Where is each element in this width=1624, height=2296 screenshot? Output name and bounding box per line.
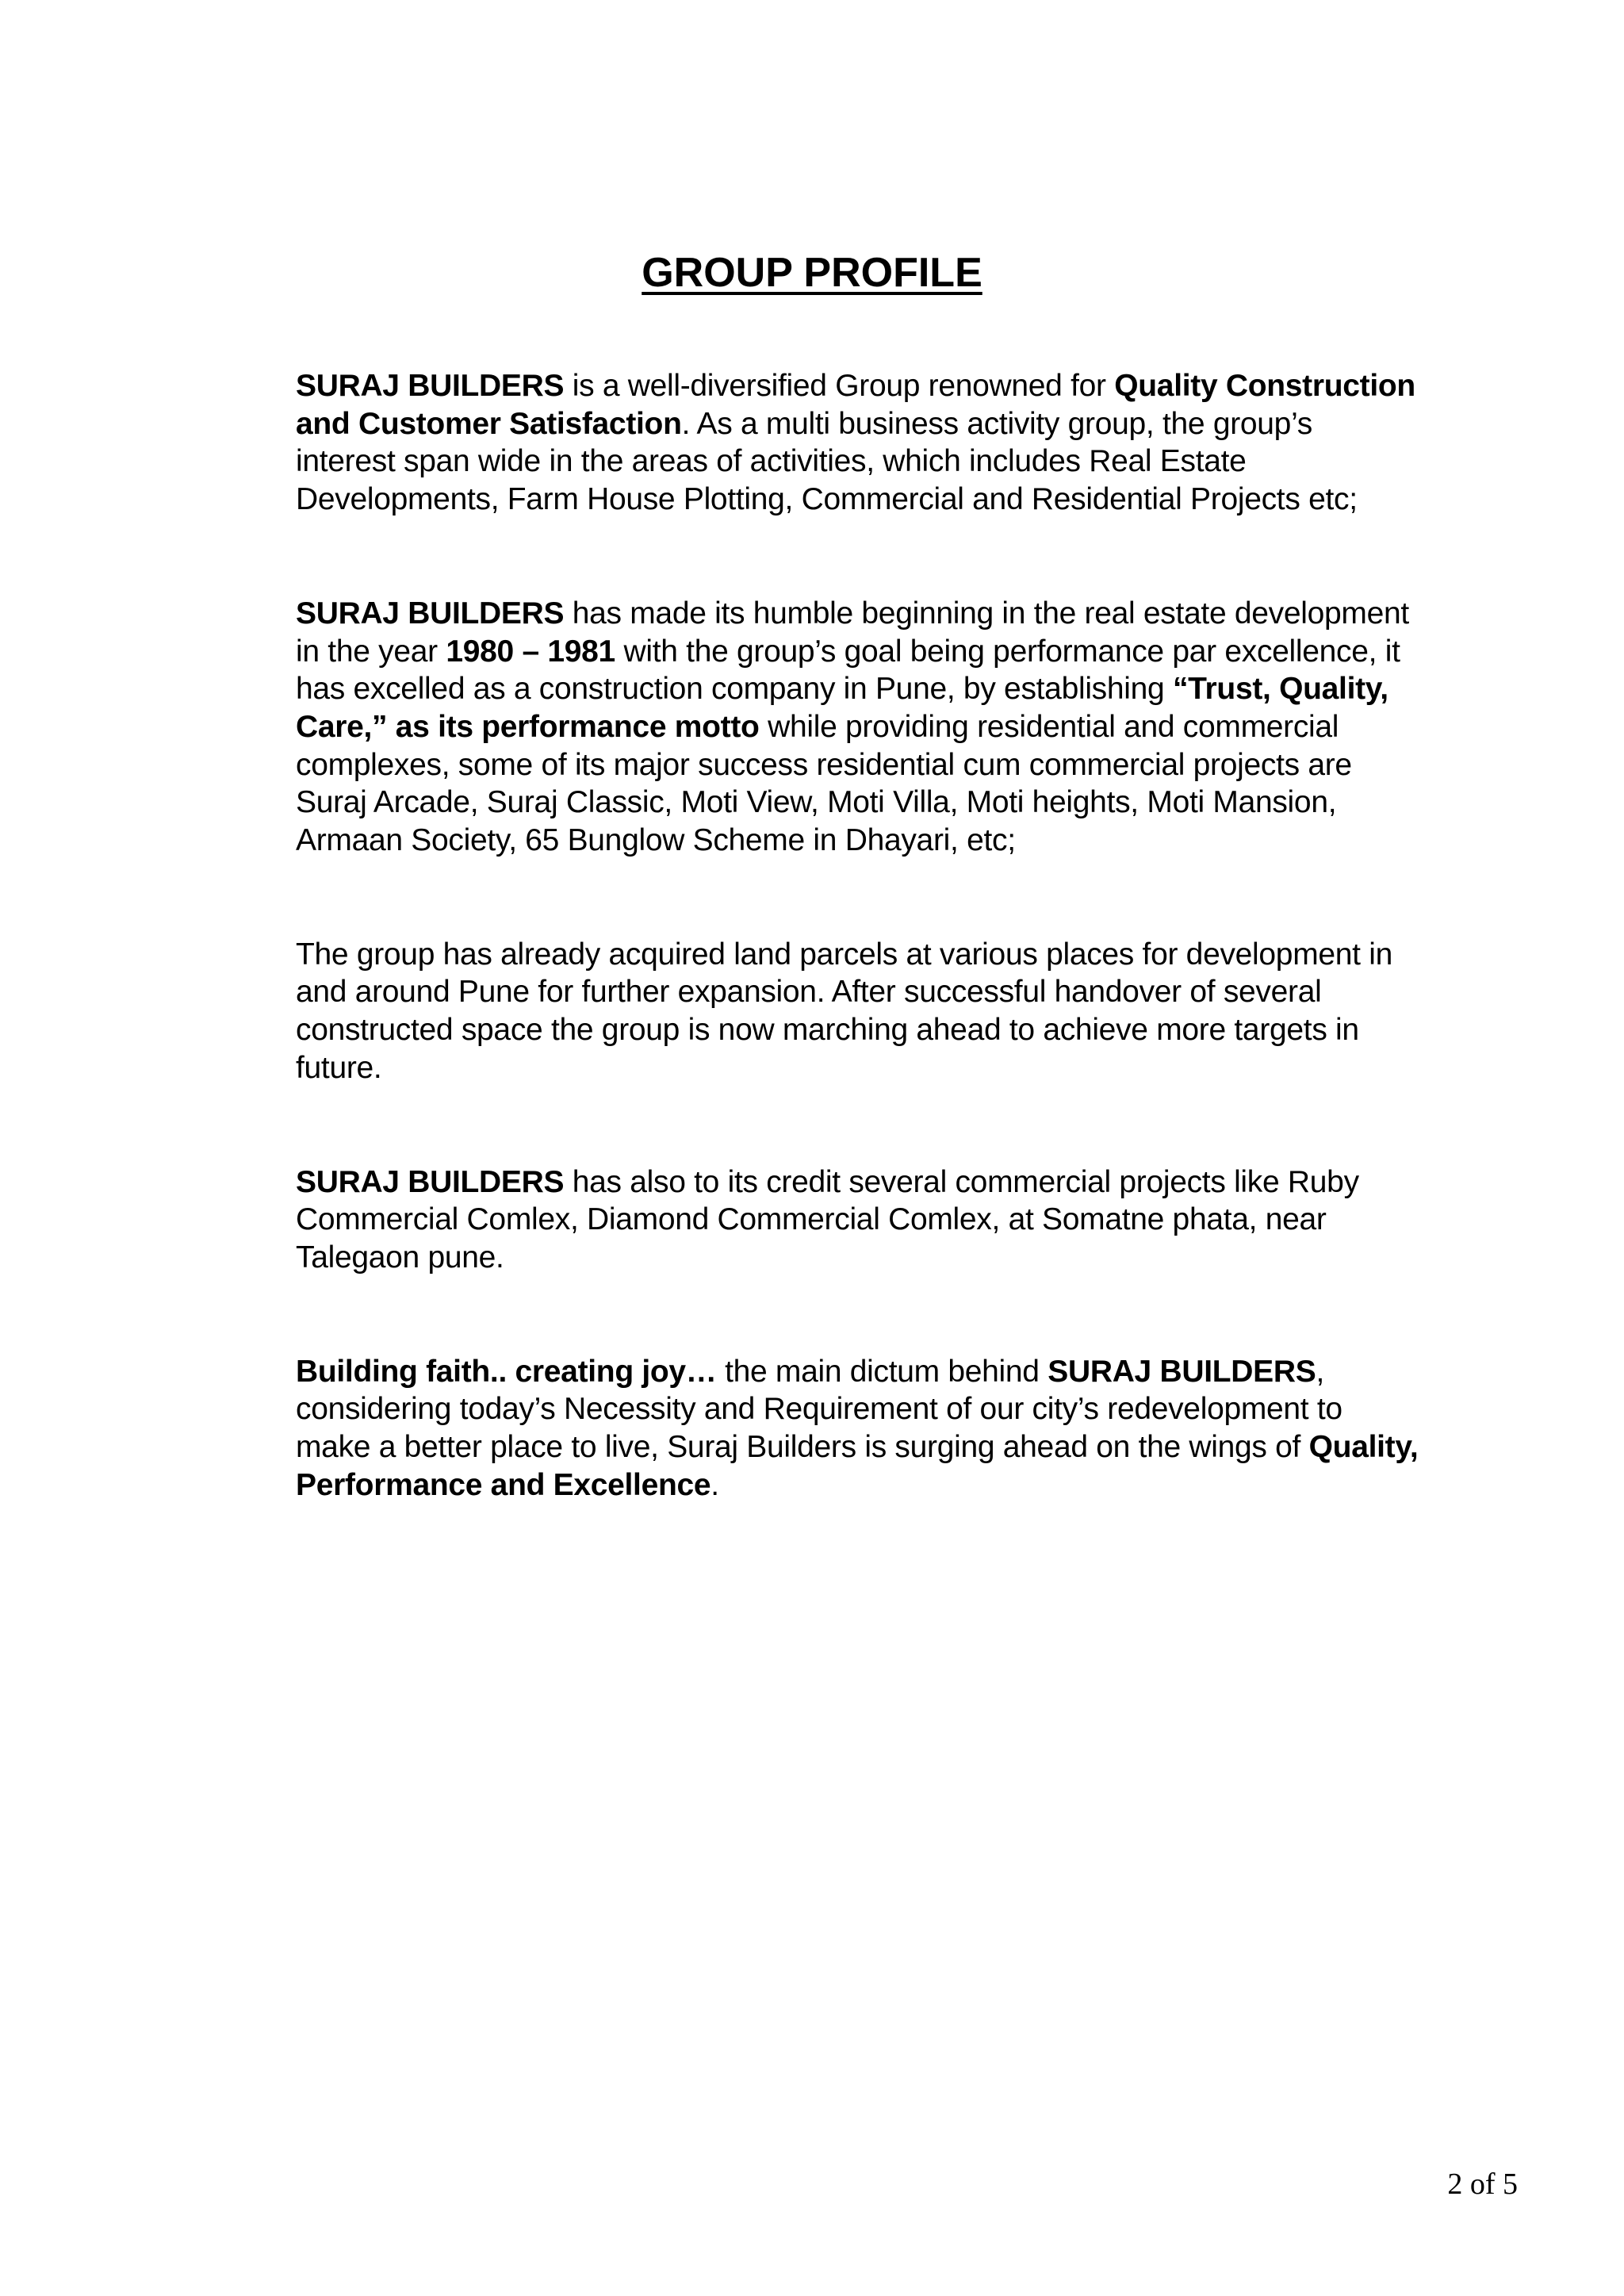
text-run: .	[710, 1467, 719, 1502]
text-run: . As a multi business activity group, the group’s	[681, 406, 1312, 441]
text-run: make a better place to live, Suraj Builders is surging ahead on the wings of	[296, 1430, 1309, 1465]
text-run: Armaan Society, 65 Bunglow Scheme in Dhayari, etc;	[296, 823, 1016, 858]
paragraph-line	[296, 822, 1521, 860]
paragraph-line	[296, 1239, 1521, 1277]
paragraph-line	[296, 973, 1521, 1011]
paragraph-line	[296, 746, 1521, 784]
bold-text-run: Quality Construction	[1114, 369, 1415, 403]
bold-text-run: SURAJ BUILDERS	[296, 369, 565, 403]
paragraph-line	[296, 670, 1521, 708]
bold-text-run: Building faith.. creating joy…	[296, 1354, 717, 1389]
paragraph-line	[296, 1163, 1521, 1202]
text-run: interest span wide in the areas of activities, which includes Real Estate	[296, 444, 1247, 479]
paragraph	[296, 936, 1521, 1087]
bold-text-run: 1980 – 1981	[446, 634, 615, 669]
bold-text-run: Quality,	[1308, 1430, 1419, 1465]
text-run: constructed space the group is now marching ahead to achieve more targets in	[296, 1013, 1359, 1048]
text-run: with the group’s goal being performance par excellence, it	[615, 634, 1400, 669]
bold-text-run: SURAJ BUILDERS	[296, 596, 565, 631]
page-number: 2 of 5	[1447, 2168, 1518, 2201]
paragraph-line	[296, 1011, 1521, 1049]
paragraph-line	[296, 481, 1521, 519]
text-run: and around Pune for further expansion. After successful handover of several	[296, 975, 1322, 1010]
paragraph	[296, 1163, 1521, 1277]
text-run: considering today’s Necessity and Requirement of our city’s redevelopment to	[296, 1392, 1342, 1427]
paragraph-line	[296, 1466, 1521, 1504]
text-run: the main dictum behind	[716, 1354, 1048, 1389]
text-run: ,	[1316, 1354, 1324, 1389]
text-run: Talegaon pune.	[296, 1240, 504, 1274]
text-run: has excelled as a construction company in Pune, by establishing	[296, 672, 1173, 707]
bold-text-run: SURAJ BUILDERS	[1048, 1354, 1316, 1389]
text-run: Developments, Farm House Plotting, Commercial and Residential Projects etc;	[296, 482, 1358, 517]
bold-text-run: SURAJ BUILDERS	[296, 1164, 565, 1199]
bold-text-run: Performance and Excellence	[296, 1467, 711, 1502]
paragraph-line	[296, 1201, 1521, 1239]
paragraph-line	[296, 936, 1521, 974]
bold-text-run: “Trust, Quality,	[1172, 672, 1388, 707]
paragraph-line	[296, 1390, 1521, 1428]
paragraph-line	[296, 367, 1521, 405]
paragraph-line	[296, 784, 1521, 822]
paragraph-line	[296, 708, 1521, 746]
paragraph-line	[296, 633, 1521, 671]
text-run: future.	[296, 1050, 382, 1085]
paragraph-line	[296, 595, 1521, 633]
paragraph	[296, 1353, 1521, 1504]
text-run: The group has already acquired land parcels at various places for development in	[296, 937, 1392, 972]
text-run: in the year	[296, 634, 446, 669]
text-run: Suraj Arcade, Suraj Classic, Moti View, Moti Villa, Moti heights, Moti Mansion,	[296, 785, 1337, 820]
text-run: Commercial Comlex, Diamond Commercial Comlex, at Somatne phata, near	[296, 1202, 1327, 1237]
paragraph-line	[296, 405, 1521, 443]
text-run: has made its humble beginning in the real estate development	[564, 596, 1409, 631]
paragraph-line	[296, 1428, 1521, 1466]
paragraph-line	[296, 443, 1521, 481]
page-title: GROUP PROFILE	[642, 250, 982, 296]
text-run: while providing residential and commercial	[759, 709, 1339, 744]
text-run: has also to its credit several commercial projects like Ruby	[564, 1164, 1359, 1199]
text-run: complexes, some of its major success residential cum commercial projects are	[296, 747, 1352, 782]
bold-text-run: Care,” as its performance motto	[296, 709, 760, 744]
paragraph-line	[296, 1049, 1521, 1087]
paragraph	[296, 367, 1521, 519]
text-run: is a well-diversified Group renowned for	[564, 369, 1115, 403]
paragraph	[296, 595, 1521, 860]
document-body	[296, 367, 1521, 1580]
paragraph-line	[296, 1353, 1521, 1391]
bold-text-run: and Customer Satisfaction	[296, 406, 682, 441]
